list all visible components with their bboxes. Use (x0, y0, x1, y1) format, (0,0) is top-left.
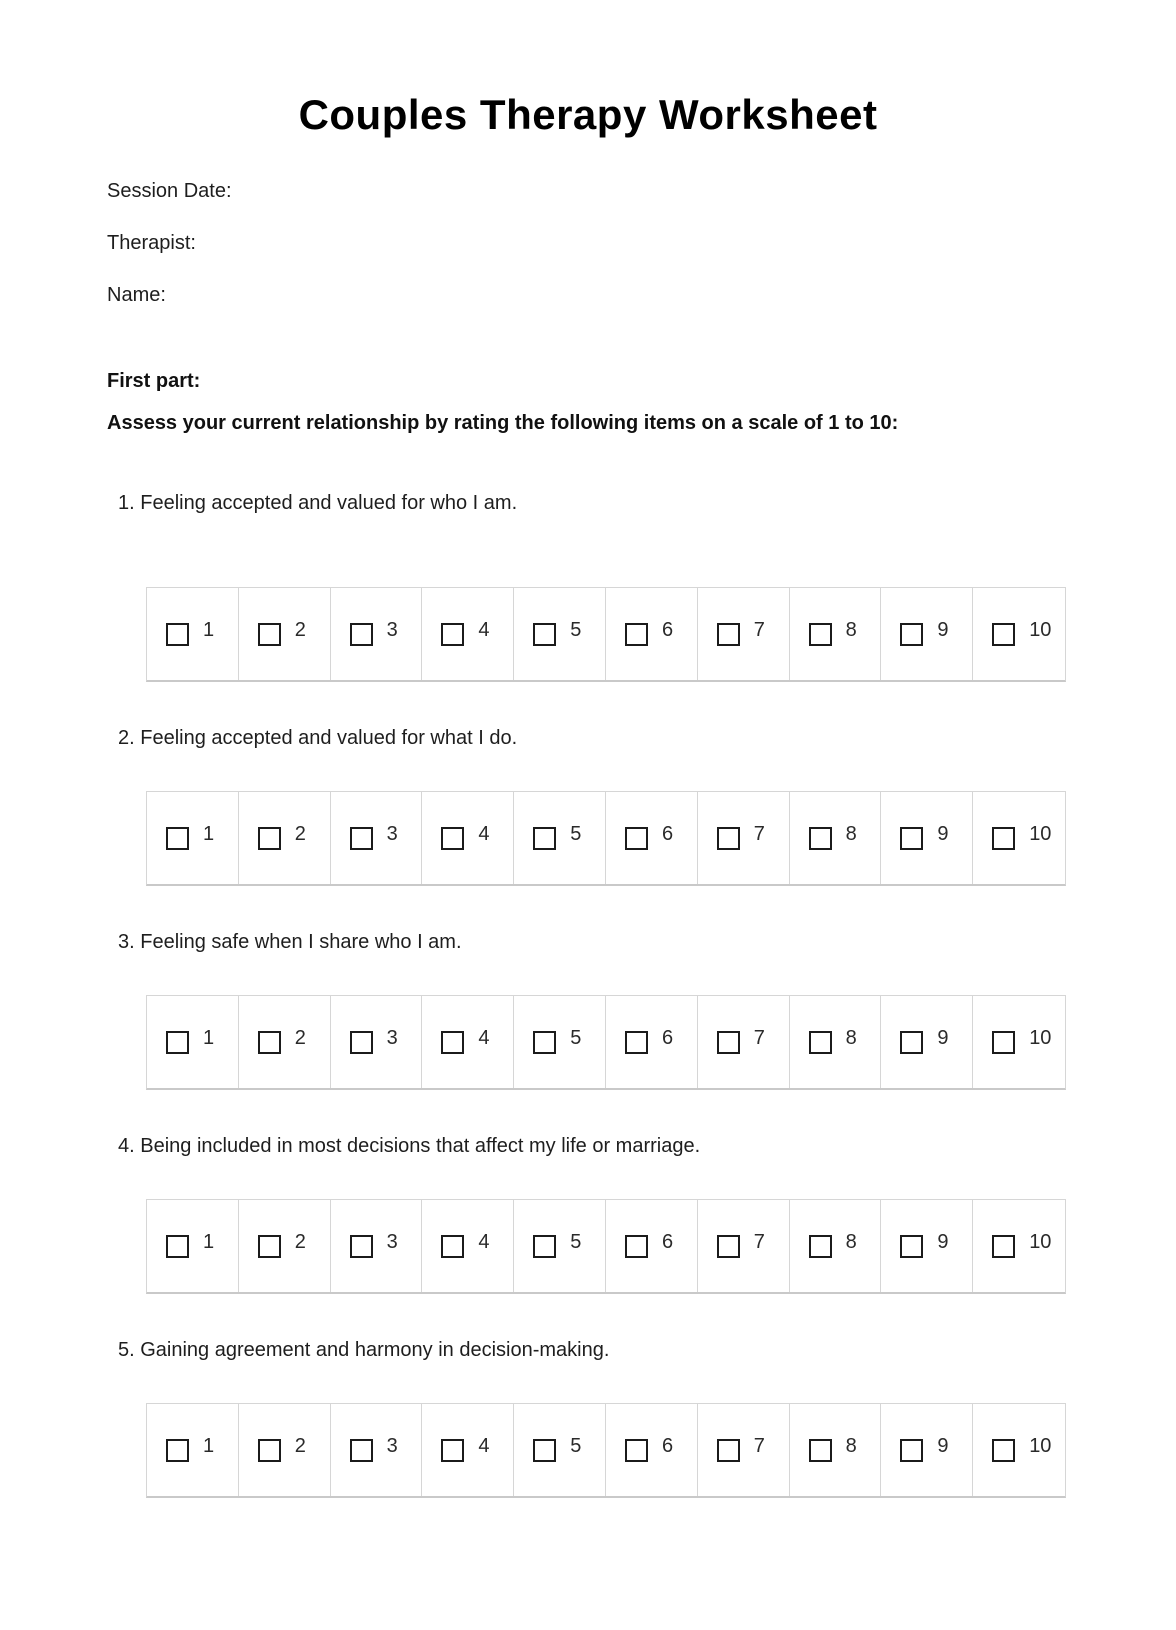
rating-value-label: 10 (1029, 1435, 1052, 1457)
rating-cell[interactable] (698, 588, 790, 680)
rating-value-label: 5 (570, 1027, 582, 1049)
rating-scale-table (146, 1199, 1066, 1294)
rating-cell[interactable] (147, 792, 239, 884)
rating-value-label: 9 (937, 1027, 949, 1049)
rating-cell[interactable] (973, 792, 1065, 884)
rating-checkbox[interactable] (992, 623, 1015, 646)
rating-checkbox[interactable] (900, 1439, 923, 1462)
rating-cell[interactable] (422, 1404, 514, 1496)
rating-cell[interactable] (514, 1200, 606, 1292)
rating-cell[interactable] (881, 792, 973, 884)
rating-value-label: 3 (386, 1027, 398, 1049)
rating-checkbox[interactable] (533, 827, 556, 850)
rating-value-label: 2 (294, 619, 306, 641)
rating-value-label: 10 (1029, 619, 1052, 641)
item-label: 5. Gaining agreement and harmony in decision-making. (118, 1339, 610, 1361)
rating-checkbox[interactable] (625, 1235, 648, 1258)
rating-value-label: 4 (478, 823, 490, 845)
rating-value-label: 3 (386, 1435, 398, 1457)
rating-item (0, 1340, 1176, 1498)
rating-cell[interactable] (422, 792, 514, 884)
rating-scale-table (146, 1403, 1066, 1498)
item-label: 1. Feeling accepted and valued for who I am. (118, 492, 518, 514)
rating-value-label: 2 (294, 823, 306, 845)
rating-value-label: 3 (386, 619, 398, 641)
rating-checkbox[interactable] (258, 1439, 281, 1462)
rating-cell[interactable] (881, 1200, 973, 1292)
rating-cell[interactable] (606, 1404, 698, 1496)
rating-value-label: 2 (294, 1435, 306, 1457)
rating-value-label: 6 (662, 823, 674, 845)
rating-value-label: 6 (662, 1231, 674, 1253)
rating-value-label: 4 (478, 619, 490, 641)
rating-cell[interactable] (331, 996, 423, 1088)
rating-checkbox[interactable] (258, 827, 281, 850)
rating-cell[interactable] (790, 1404, 882, 1496)
rating-checkbox[interactable] (258, 1235, 281, 1258)
rating-cell[interactable] (331, 792, 423, 884)
rating-checkbox[interactable] (166, 827, 189, 850)
rating-cell[interactable] (514, 1404, 606, 1496)
rating-checkbox[interactable] (900, 623, 923, 646)
item-label: 2. Feeling accepted and valued for what I do. (118, 727, 518, 749)
rating-scale-table (146, 587, 1066, 682)
rating-cell[interactable] (606, 996, 698, 1088)
rating-item (0, 493, 1176, 682)
rating-cell[interactable] (239, 588, 331, 680)
rating-cell[interactable] (514, 588, 606, 680)
rating-value-label: 1 (203, 1027, 215, 1049)
rating-cell[interactable] (239, 1404, 331, 1496)
rating-checkbox[interactable] (350, 827, 373, 850)
rating-checkbox[interactable] (166, 1235, 189, 1258)
rating-checkbox[interactable] (625, 827, 648, 850)
rating-value-label: 8 (845, 1027, 857, 1049)
rating-cell[interactable] (973, 996, 1065, 1088)
rating-value-label: 5 (570, 1435, 582, 1457)
rating-checkbox[interactable] (809, 1439, 832, 1462)
session-date-label: Session Date: (107, 180, 232, 202)
therapist-label: Therapist: (107, 232, 196, 254)
rating-cell[interactable] (422, 588, 514, 680)
rating-cell[interactable] (147, 588, 239, 680)
rating-value-label: 7 (753, 1435, 765, 1457)
items-container (0, 493, 1176, 1498)
rating-value-label: 4 (478, 1231, 490, 1253)
rating-value-label: 9 (937, 1435, 949, 1457)
rating-cell[interactable] (698, 792, 790, 884)
rating-value-label: 6 (662, 619, 674, 641)
rating-scale-table (146, 791, 1066, 886)
rating-value-label: 7 (753, 619, 765, 641)
rating-item (0, 728, 1176, 886)
rating-cell[interactable] (147, 1200, 239, 1292)
rating-checkbox[interactable] (809, 1235, 832, 1258)
rating-value-label: 8 (845, 619, 857, 641)
rating-checkbox[interactable] (258, 1031, 281, 1054)
rating-checkbox[interactable] (809, 1031, 832, 1054)
rating-cell[interactable] (698, 996, 790, 1088)
rating-value-label: 2 (294, 1231, 306, 1253)
rating-value-label: 8 (845, 1435, 857, 1457)
rating-value-label: 10 (1029, 1231, 1052, 1253)
rating-checkbox[interactable] (992, 1439, 1015, 1462)
rating-checkbox[interactable] (992, 827, 1015, 850)
rating-checkbox[interactable] (900, 827, 923, 850)
rating-checkbox[interactable] (166, 1439, 189, 1462)
rating-cell[interactable] (239, 996, 331, 1088)
rating-checkbox[interactable] (350, 1439, 373, 1462)
rating-checkbox[interactable] (900, 1235, 923, 1258)
rating-checkbox[interactable] (900, 1031, 923, 1054)
rating-checkbox[interactable] (441, 1235, 464, 1258)
rating-cell[interactable] (239, 1200, 331, 1292)
rating-cell[interactable] (239, 792, 331, 884)
rating-checkbox[interactable] (533, 1031, 556, 1054)
rating-value-label: 1 (203, 1435, 215, 1457)
rating-checkbox[interactable] (717, 623, 740, 646)
rating-cell[interactable] (147, 996, 239, 1088)
rating-value-label: 10 (1029, 1027, 1052, 1049)
rating-cell[interactable] (606, 792, 698, 884)
rating-cell[interactable] (790, 588, 882, 680)
rating-checkbox[interactable] (166, 623, 189, 646)
rating-checkbox[interactable] (533, 623, 556, 646)
rating-cell[interactable] (331, 1404, 423, 1496)
rating-cell[interactable] (147, 1404, 239, 1496)
rating-checkbox[interactable] (533, 1439, 556, 1462)
rating-checkbox[interactable] (533, 1235, 556, 1258)
rating-item (0, 932, 1176, 1090)
name-label: Name: (107, 284, 166, 306)
rating-value-label: 6 (662, 1027, 674, 1049)
item-label: 3. Feeling safe when I share who I am. (118, 931, 462, 953)
rating-cell[interactable] (973, 588, 1065, 680)
rating-cell[interactable] (973, 1200, 1065, 1292)
rating-checkbox[interactable] (717, 1235, 740, 1258)
rating-checkbox[interactable] (441, 827, 464, 850)
rating-value-label: 5 (570, 619, 582, 641)
rating-checkbox[interactable] (441, 1439, 464, 1462)
rating-value-label: 5 (570, 823, 582, 845)
rating-value-label: 3 (386, 823, 398, 845)
rating-checkbox[interactable] (350, 1235, 373, 1258)
rating-cell[interactable] (881, 588, 973, 680)
rating-cell[interactable] (881, 1404, 973, 1496)
rating-cell[interactable] (331, 1200, 423, 1292)
rating-checkbox[interactable] (717, 827, 740, 850)
rating-checkbox[interactable] (625, 1031, 648, 1054)
rating-value-label: 1 (203, 823, 215, 845)
rating-checkbox[interactable] (625, 623, 648, 646)
rating-checkbox[interactable] (992, 1235, 1015, 1258)
rating-checkbox[interactable] (441, 1031, 464, 1054)
rating-cell[interactable] (422, 996, 514, 1088)
rating-value-label: 9 (937, 823, 949, 845)
rating-value-label: 4 (478, 1435, 490, 1457)
rating-value-label: 1 (203, 619, 215, 641)
rating-cell[interactable] (973, 1404, 1065, 1496)
rating-checkbox[interactable] (166, 1031, 189, 1054)
rating-cell[interactable] (514, 792, 606, 884)
rating-value-label: 3 (386, 1231, 398, 1253)
rating-checkbox[interactable] (350, 1031, 373, 1054)
rating-value-label: 8 (845, 823, 857, 845)
rating-cell[interactable] (881, 996, 973, 1088)
rating-cell[interactable] (790, 792, 882, 884)
rating-checkbox[interactable] (350, 623, 373, 646)
rating-checkbox[interactable] (992, 1031, 1015, 1054)
rating-scale-table (146, 995, 1066, 1090)
rating-cell[interactable] (514, 996, 606, 1088)
rating-cell[interactable] (422, 1200, 514, 1292)
section-heading: First part: (107, 370, 201, 392)
header-fields (107, 181, 1176, 305)
rating-value-label: 7 (753, 823, 765, 845)
rating-cell[interactable] (790, 1200, 882, 1292)
rating-cell[interactable] (698, 1200, 790, 1292)
rating-cell[interactable] (698, 1404, 790, 1496)
item-label: 4. Being included in most decisions that affect my life or marriage. (118, 1135, 701, 1157)
section-instruction: Assess your current relationship by rating the following items on a scale of 1 to 10: (107, 412, 899, 434)
rating-value-label: 6 (662, 1435, 674, 1457)
rating-item (0, 1136, 1176, 1294)
rating-checkbox[interactable] (809, 827, 832, 850)
rating-checkbox[interactable] (258, 623, 281, 646)
rating-value-label: 8 (845, 1231, 857, 1253)
rating-cell[interactable] (331, 588, 423, 680)
rating-value-label: 10 (1029, 823, 1052, 845)
rating-value-label: 1 (203, 1231, 215, 1253)
page-title: Couples Therapy Worksheet (298, 91, 878, 138)
rating-checkbox[interactable] (717, 1031, 740, 1054)
rating-value-label: 4 (478, 1027, 490, 1049)
rating-value-label: 5 (570, 1231, 582, 1253)
rating-checkbox[interactable] (717, 1439, 740, 1462)
rating-value-label: 2 (294, 1027, 306, 1049)
rating-checkbox[interactable] (625, 1439, 648, 1462)
rating-cell[interactable] (606, 588, 698, 680)
rating-value-label: 9 (937, 1231, 949, 1253)
rating-cell[interactable] (790, 996, 882, 1088)
rating-value-label: 7 (753, 1231, 765, 1253)
rating-value-label: 9 (937, 619, 949, 641)
rating-value-label: 7 (753, 1027, 765, 1049)
rating-checkbox[interactable] (441, 623, 464, 646)
rating-checkbox[interactable] (809, 623, 832, 646)
rating-cell[interactable] (606, 1200, 698, 1292)
